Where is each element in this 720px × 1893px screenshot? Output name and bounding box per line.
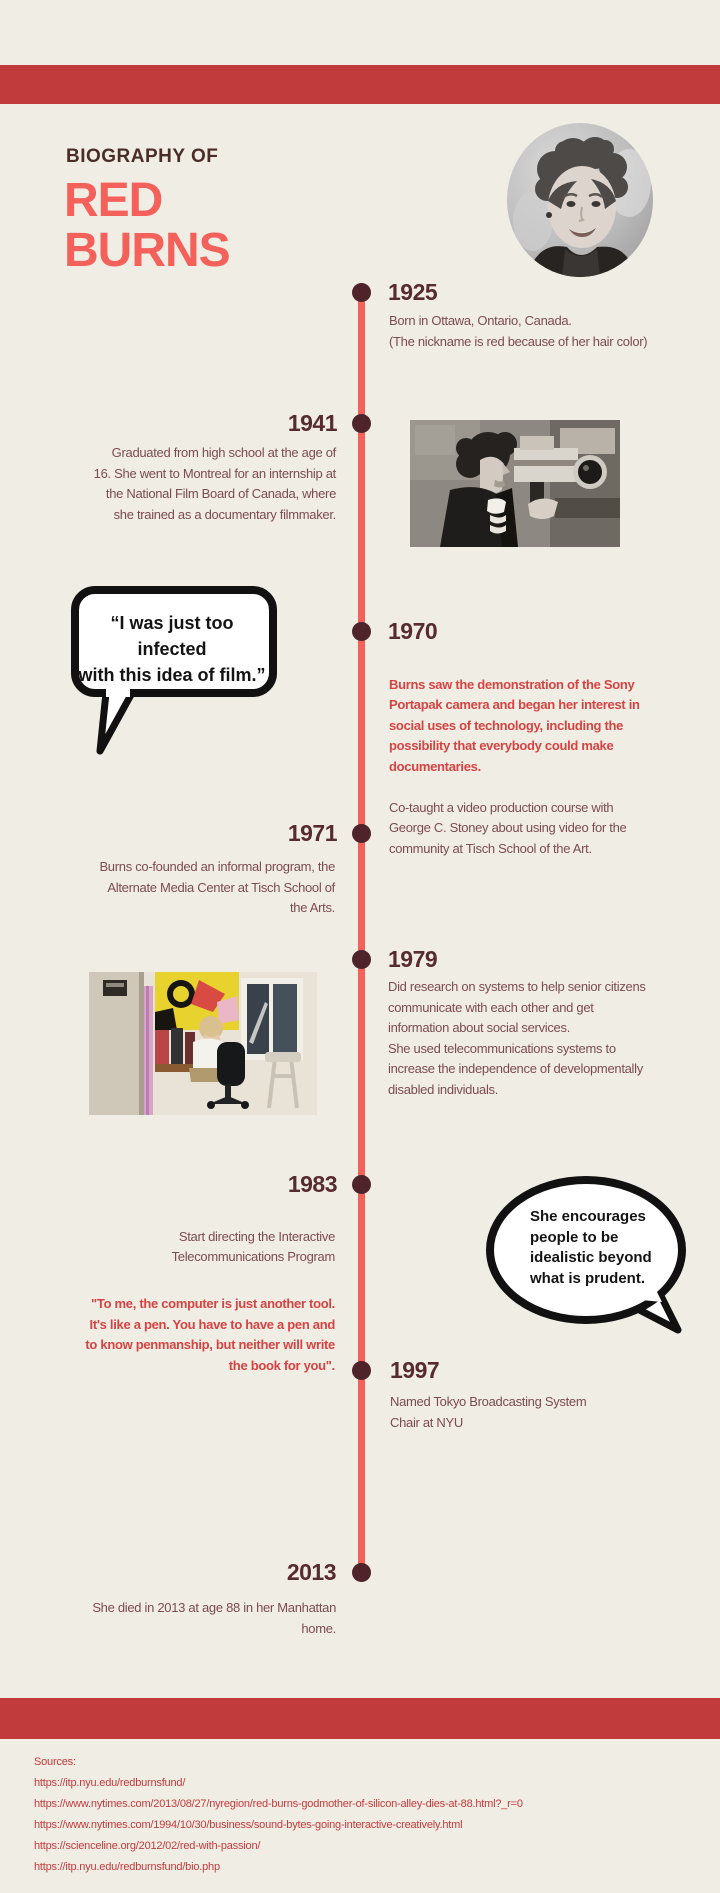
event-highlight-1970: Burns saw the demonstration of the Sony Portapak camera and began her interest in social uses of technology, including the possibility that everybody could make documentaries. <box>389 676 640 774</box>
sources-block <box>34 1752 523 1877</box>
event-text-2013: She died in 2013 at age 88 in her Manhattan home. <box>92 1600 336 1636</box>
event-text-1971: Burns co-founded an informal program, the Alternate Media Center at Tisch School of the Arts. <box>99 859 335 915</box>
event-year-1925: 1925 <box>388 279 438 305</box>
sources-label: Sources: <box>34 1756 76 1768</box>
event-year-1941: 1941 <box>287 410 337 436</box>
event-text-1925: Born in Ottawa, Ontario, Canada. (The nickname is red because of her hair color) <box>389 313 648 349</box>
timeline-dot-1971 <box>352 824 371 843</box>
speech-bubble-film-text: “I was just too infected with this idea of film.” <box>78 613 266 685</box>
source-link: https://scienceline.org/2012/02/red-with-passion/ <box>34 1839 261 1852</box>
timeline-dot-1983 <box>352 1175 371 1194</box>
event-text-1941: Graduated from high school at the age of 16. She went to Montreal for an internship at the National Film Board of Canada, where she trained as a documentary filmmaker. <box>93 445 336 522</box>
event-quote-1983: "To me, the computer is just another tool. It's like a pen. You have to have a pen and to know penmanship, but neither will write the book for you". <box>85 1296 335 1373</box>
event-text-1997: Named Tokyo Broadcasting System Chair at NYU <box>390 1394 587 1430</box>
event-year-1997: 1997 <box>390 1357 440 1383</box>
event-body-1970: Co-taught a video production course with George C. Stoney about using video for the community at Tisch School of the Art. <box>389 799 627 856</box>
speech-bubble-idealistic-text: She encourages people to be idealistic beyond what is prudent. <box>530 1208 652 1287</box>
timeline-dot-2013 <box>352 1563 371 1582</box>
event-text-1983 <box>0 1206 335 1397</box>
office-photo <box>89 972 317 1115</box>
timeline-dot-1970 <box>352 622 371 641</box>
event-year-1983: 1983 <box>287 1171 337 1197</box>
timeline-dot-1997 <box>352 1361 371 1380</box>
camera-photo <box>410 420 620 547</box>
timeline-dot-1941 <box>352 414 371 433</box>
timeline-dot-1925 <box>352 283 371 302</box>
event-year-1979: 1979 <box>388 946 438 972</box>
bottom-red-bar <box>0 1698 720 1739</box>
timeline-dot-1979 <box>352 950 371 969</box>
event-text-1979: Did research on systems to help senior citizens communicate with each other and get information about social services. She used telecommunications systems to increase the independence of developmentally disabled individuals. <box>388 979 646 1097</box>
source-link: https://www.nytimes.com/1994/10/30/business/sound-bytes-going-interactive-creatively.html <box>34 1818 463 1831</box>
top-red-bar <box>0 65 720 104</box>
event-text-1970 <box>389 654 694 880</box>
event-body-1983: Start directing the Interactive Telecommunications Program <box>171 1228 335 1264</box>
page-kicker: BIOGRAPHY OF <box>66 146 219 167</box>
event-year-1971: 1971 <box>287 820 337 846</box>
page-title: RED BURNS <box>64 174 230 277</box>
source-link: https://www.nytimes.com/2013/08/27/nyregion/red-burns-godmother-of-silicon-alley-dies-at-88.html?_r=0 <box>34 1797 523 1810</box>
timeline-line <box>358 292 365 1572</box>
source-link: https://itp.nyu.edu/redburnsfund/bio.php <box>34 1860 220 1873</box>
event-year-2013: 2013 <box>286 1559 336 1585</box>
event-year-1970: 1970 <box>388 618 438 644</box>
portrait-photo <box>507 123 653 277</box>
source-link: https://itp.nyu.edu/redburnsfund/ <box>34 1776 186 1789</box>
